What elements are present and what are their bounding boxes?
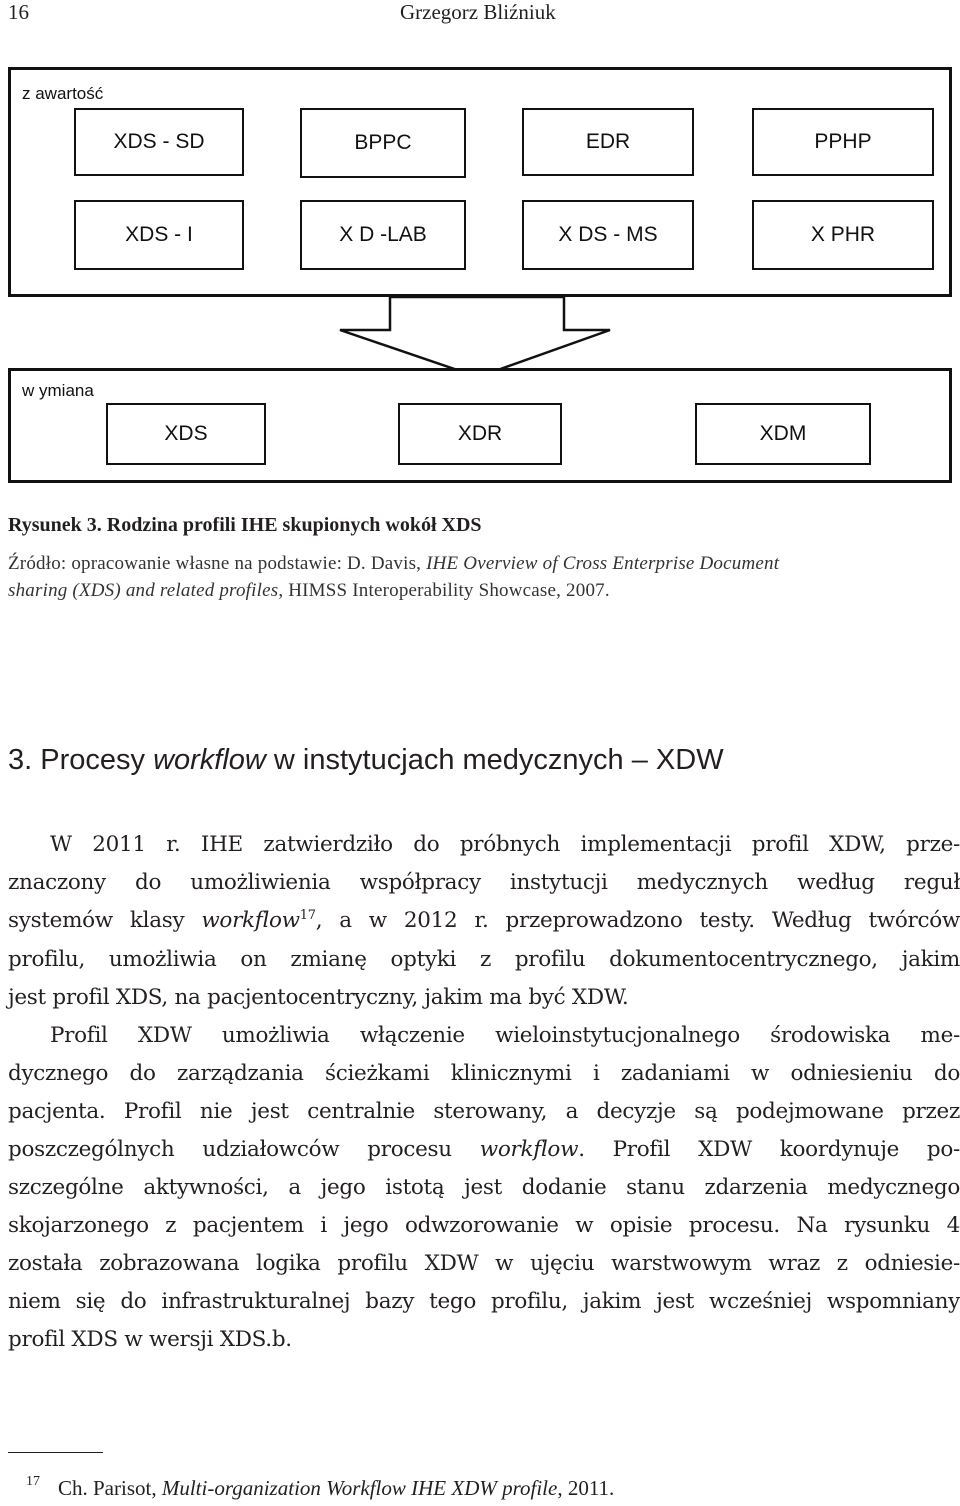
figure-source-line-1 — [8, 553, 958, 575]
box-xphr: X PHR — [752, 200, 934, 270]
body-line: szczególne aktywności, a jego istotą jest dodanie stanu zdarzenia medycznego — [8, 1175, 960, 1200]
footnote-suffix: , 2011. — [557, 1476, 615, 1500]
box-xdr: XDR — [398, 403, 562, 465]
body-text: systemów klasy — [8, 908, 202, 933]
source-suffix: , HIMSS Interoperability Showcase, 2007. — [278, 580, 610, 601]
source-title-part-1: IHE Overview of Cross Enterprise Document — [426, 553, 780, 574]
box-edr: EDR — [522, 108, 694, 176]
body-text: poszczególnych udziałowców procesu — [8, 1137, 480, 1162]
section-heading — [8, 744, 724, 777]
body-italic: workflow — [201, 908, 300, 933]
source-prefix: Źródło: opracowanie własne na podstawie: D. Davis, — [8, 553, 427, 574]
footnote-prefix: Ch. Parisot, — [58, 1476, 162, 1500]
body-italic: workflow — [479, 1137, 579, 1162]
footnote-text — [58, 1476, 614, 1501]
body-line: dycznego do zarządzania ścieżkami klinicznymi i zadaniami w odniesieniu do — [8, 1061, 960, 1086]
footnote-italic: Multi-organization Workflow IHE XDW profile — [161, 1476, 558, 1500]
box-xds: XDS — [106, 403, 266, 465]
section-heading-italic: workflow — [153, 744, 266, 776]
section-heading-rest: w instytucjach medycznych – XDW — [265, 744, 724, 776]
body-line: jest profil XDS, na pacjentocentryczny, jakim ma być XDW. — [8, 985, 629, 1010]
body-line: W 2011 r. IHE zatwierdziło do próbnych implementacji profil XDW, prze- — [50, 832, 960, 857]
footnote-number: 17 — [26, 1474, 40, 1489]
body-line: pacjenta. Profil nie jest centralnie sterowany, a decyzje są podejmowane przez — [8, 1099, 960, 1124]
box-pphp: PPHP — [752, 108, 934, 176]
content-label: z awartość — [22, 84, 104, 103]
body-line — [8, 908, 960, 933]
body-line: niem się do infrastrukturalnej bazy tego profilu, jakim jest wcześniej wspomniany — [8, 1289, 960, 1314]
box-xdm: XDM — [695, 403, 871, 465]
body-text: , a w 2012 r. przeprowadzono testy. Według twórców — [315, 908, 960, 933]
box-bppc: BPPC — [300, 108, 466, 178]
box-xds-ms: X DS - MS — [522, 200, 694, 270]
body-line — [8, 1137, 960, 1162]
box-xds-i: XDS - I — [74, 200, 244, 270]
body-line: profil XDS w wersji XDS.b. — [8, 1327, 292, 1352]
source-title-part-2: sharing (XDS) and related profiles — [8, 580, 279, 601]
footnote-ref: 17 — [299, 907, 316, 923]
section-heading-number: 3. Procesy — [8, 744, 154, 776]
running-header-author: Grzegorz Bliźniuk — [400, 0, 556, 24]
body-line: Profil XDW umożliwia włączenie wieloinstytucjonalnego środowiska me- — [50, 1023, 960, 1048]
box-xds-sd: XDS - SD — [74, 108, 244, 176]
figure-caption: Rysunek 3. Rodzina profili IHE skupionych wokół XDS — [8, 514, 482, 536]
body-text: . Profil XDW koordynuje po- — [578, 1137, 960, 1162]
exchange-label: w ymiana — [22, 381, 94, 400]
page-number: 16 — [8, 0, 29, 24]
footnote-rule — [8, 1452, 103, 1453]
body-line: profilu, umożliwia on zmianę optyki z profilu dokumentocentrycznego, jakim — [8, 947, 960, 972]
figure-source-line-2 — [8, 580, 958, 602]
box-xd-lab: X D -LAB — [300, 200, 466, 270]
body-line: znaczony do umożliwienia współpracy instytucji medycznych według reguł — [8, 870, 960, 895]
body-line: została zobrazowana logika profilu XDW w ujęciu warstwowym wraz z odniesie- — [8, 1251, 960, 1276]
body-line: skojarzonego z pacjentem i jego odwzorowanie w opisie procesu. Na rysunku 4 — [8, 1213, 960, 1238]
